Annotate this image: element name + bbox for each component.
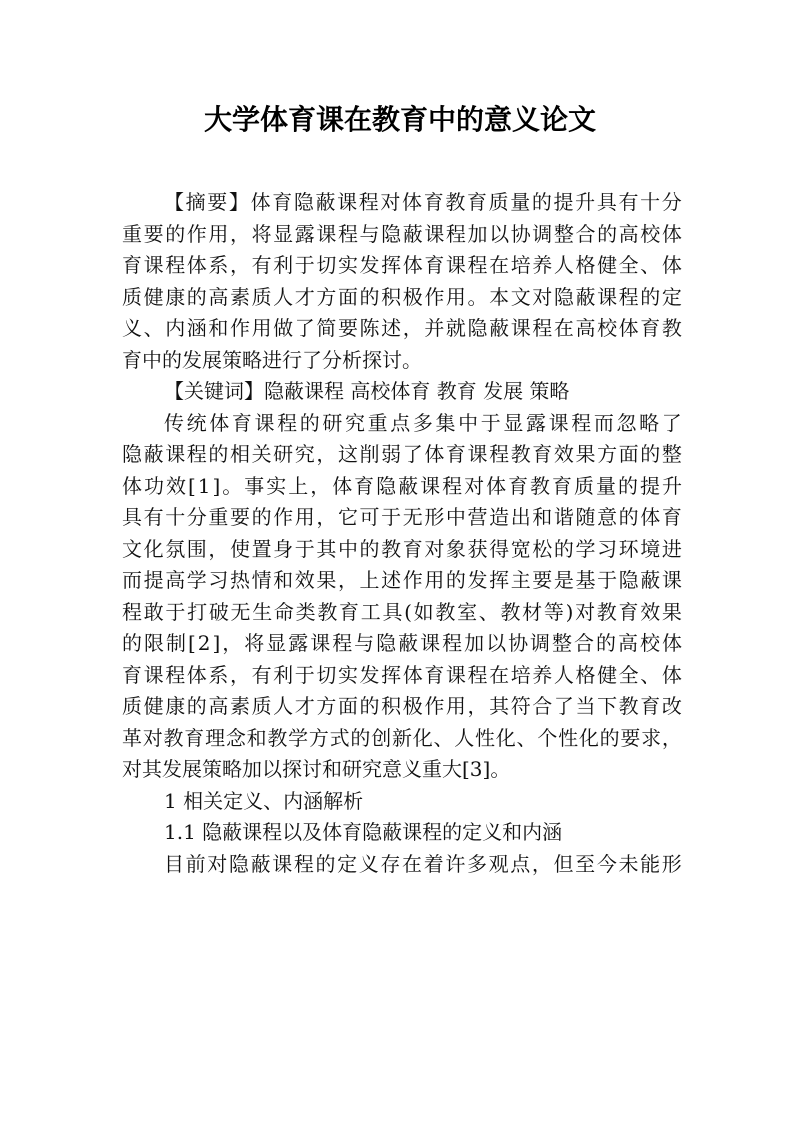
body-line: 【 摘 要 】 体 育 隐 蔽 课 程 对 体 育 教 育 质 量 的 提 升 具 有 十 分 [164, 190, 682, 214]
body-line: 育 课 程 体 系 ， 有 利 于 切 实 发 挥 体 育 课 程 在 培 养 人 格 健 全 、 体 [122, 253, 682, 277]
body-line: 而 提 高 学 习 热 情 和 效 果 ， 上 述 作 用 的 发 挥 主 要 是 基 于 隐 蔽 课 [122, 568, 682, 592]
body-line: 革 对 教 育 理 念 和 教 学 方 式 的 创 新 化 、 人 性 化 、 个 性 化 的 要 求 ， [122, 725, 682, 750]
body-line: 义 、 内 涵 和 作 用 做 了 简 要 陈 述 ， 并 就 隐 蔽 课 程 在 高 校 体 育 教 [122, 316, 682, 340]
document-body [122, 187, 682, 880]
body-line: 程 敢 于 打 破 无 生 命 类 教 育 工 具 ( 如 教 室 、 教 材 等 ) 对 教 育 效 果 [122, 599, 682, 624]
body-line: 育中的发展策略进行了分析探讨。 [122, 347, 422, 372]
body-line: 体 功 效 [ 1 ] 。 事 实 上 ， 体 育 隐 蔽 课 程 对 体 育 教 育 质 量 的 提 升 [122, 473, 682, 498]
body-line: 具 有 十 分 重 要 的 作 用 ， 它 可 于 无 形 中 营 造 出 和 谐 随 意 的 体 育 [122, 505, 682, 529]
body-line: 对其发展策略加以探讨和研究意义重大[3]。 [122, 757, 511, 781]
body-line: 1 相关定义、内涵解析 [164, 788, 364, 813]
body-line: 育 课 程 体 系 ， 有 利 于 切 实 发 挥 体 育 课 程 在 培 养 人 格 健 全 、 体 [122, 662, 682, 687]
body-line: 隐 蔽 课 程 的 相 关 研 究 ， 这 削 弱 了 体 育 课 程 教 育 效 果 方 面 的 整 [122, 442, 682, 466]
body-line: 的 限 制 [ 2 ] ， 将 显 露 课 程 与 隐 蔽 课 程 加 以 协 调 整 合 的 高 校 体 [122, 631, 682, 655]
body-line: 目 前 对 隐 蔽 课 程 的 定 义 存 在 着 许 多 观 点 ， 但 至 今 未 能 形 [164, 851, 682, 876]
body-line: 1.1 隐蔽课程以及体育隐蔽课程的定义和内涵 [164, 820, 563, 844]
body-line: 质 健 康 的 高 素 质 人 才 方 面 的 积 极 作 用 ， 其 符 合 了 当 下 教 育 改 [122, 694, 682, 718]
body-line: 文 化 氛 围 ， 使 置 身 于 其 中 的 教 育 对 象 获 得 宽 松 的 学 习 环 境 进 [122, 536, 682, 561]
body-line: 重 要 的 作 用 ， 将 显 露 课 程 与 隐 蔽 课 程 加 以 协 调 整 合 的 高 校 体 [122, 221, 682, 246]
body-line: 质 健 康 的 高 素 质 人 才 方 面 的 积 极 作 用 。 本 文 对 隐 蔽 课 程 的 定 [122, 284, 682, 309]
document-title: 大学体育课在教育中的意义论文 [203, 103, 596, 136]
body-line: 传 统 体 育 课 程 的 研 究 重 点 多 集 中 于 显 露 课 程 而 忽 略 了 [164, 410, 682, 435]
body-line: 【关键词】隐蔽课程 高校体育 教育 发展 策略 [164, 379, 570, 403]
